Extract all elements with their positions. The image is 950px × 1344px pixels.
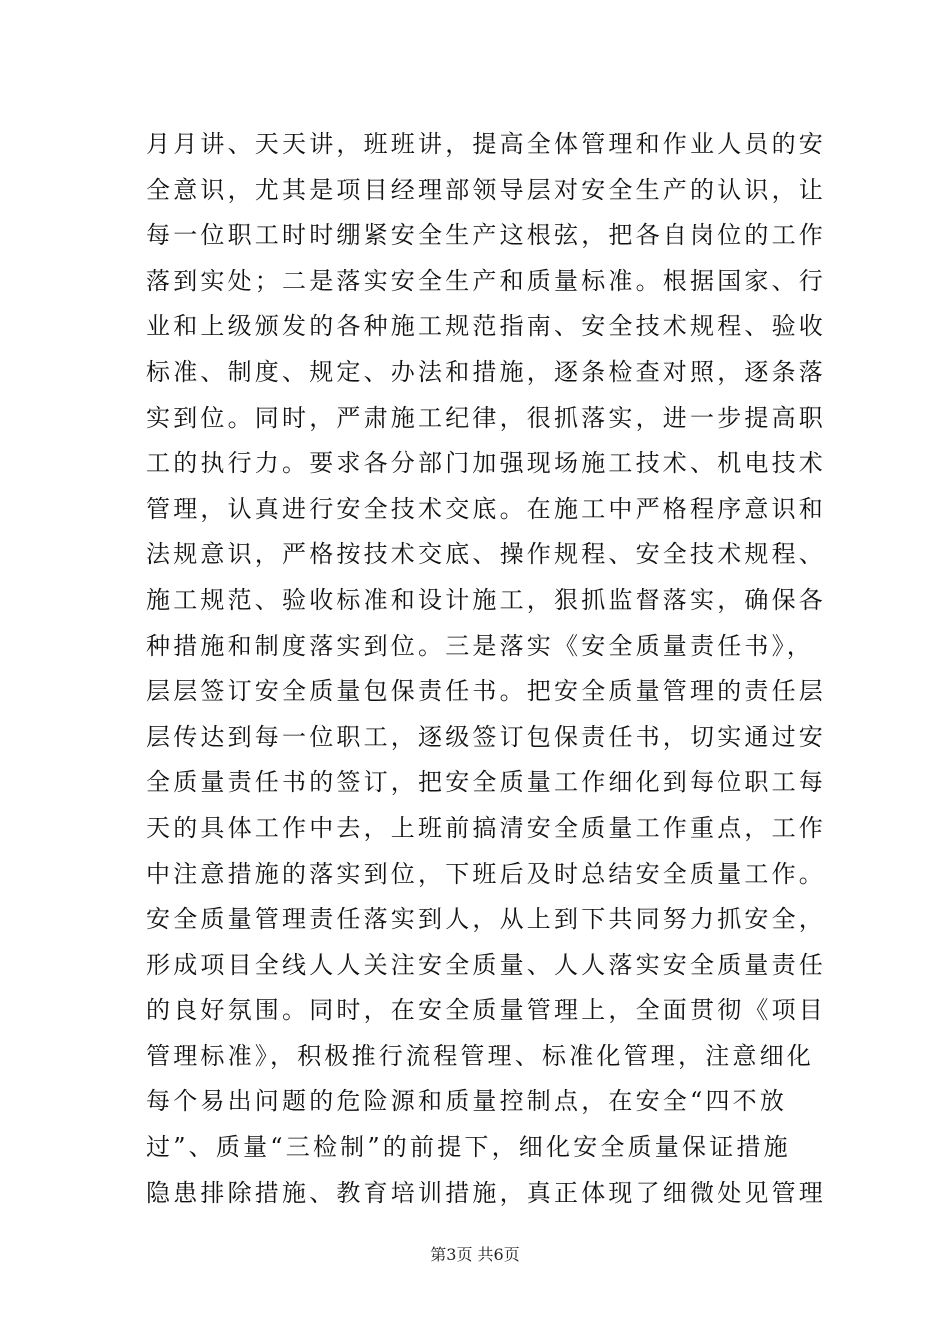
text-line: 安全质量管理责任落实到人，从上到下共同努力抓安全， — [146, 905, 826, 934]
text-line: 全意识，尤其是项目经理部领导层对安全生产的认识，让 — [146, 175, 826, 204]
page-number: 第3页 共6页 — [430, 1245, 520, 1264]
text-line: 标准、制度、规定、办法和措施，逐条检查对照，逐条落 — [146, 357, 826, 386]
text-line: 的良好氛围。同时，在安全质量管理上，全面贯彻《项目 — [146, 996, 826, 1025]
text-line: 过”、质量“三检制”的前提下，细化安全质量保证措施 — [146, 1133, 791, 1162]
text-line: 层层签订安全质量包保责任书。把安全质量管理的责任层 — [146, 677, 826, 706]
text-line: 种措施和制度落实到位。三是落实《安全质量责任书》， — [146, 631, 814, 660]
text-line: 每个易出问题的危险源和质量控制点，在安全“四不放 — [146, 1087, 788, 1116]
text-line: 月月讲、天天讲，班班讲，提高全体管理和作业人员的安 — [146, 130, 826, 158]
text-line: 隐患排除措施、教育培训措施，真正体现了细微处见管理 — [146, 1178, 826, 1207]
text-line: 工的执行力。要求各分部门加强现场施工技术、机电技术 — [146, 449, 826, 478]
text-line: 形成项目全线人人关注安全质量、人人落实安全质量责任 — [146, 950, 826, 979]
text-line: 落到实处；二是落实安全生产和质量标准。根据国家、行 — [146, 266, 826, 295]
page-footer — [0, 1242, 950, 1265]
text-line: 管理，认真进行安全技术交底。在施工中严格程序意识和 — [146, 494, 826, 523]
text-line: 中注意措施的落实到位，下班后及时总结安全质量工作。 — [146, 859, 826, 888]
text-line: 管理标准》，积极推行流程管理、标准化管理，注意细化 — [146, 1041, 814, 1070]
text-line: 每一位职工时时绷紧安全生产这根弦，把各自岗位的工作 — [146, 221, 826, 250]
text-line: 天的具体工作中去，上班前搞清安全质量工作重点，工作 — [146, 813, 826, 842]
text-line: 业和上级颁发的各种施工规范指南、安全技术规程、验收 — [146, 312, 826, 341]
text-line: 全质量责任书的签订，把安全质量工作细化到每位职工每 — [146, 768, 826, 797]
text-line: 层传达到每一位职工，逐级签订包保责任书，切实通过安 — [146, 722, 826, 751]
text-line: 施工规范、验收标准和设计施工，狠抓监督落实，确保各 — [146, 585, 826, 614]
text-line: 实到位。同时，严肃施工纪律，很抓落实，进一步提高职 — [146, 403, 826, 432]
text-line: 法规意识，严格按技术交底、操作规程、安全技术规程、 — [146, 540, 826, 569]
body-text — [146, 122, 826, 1216]
